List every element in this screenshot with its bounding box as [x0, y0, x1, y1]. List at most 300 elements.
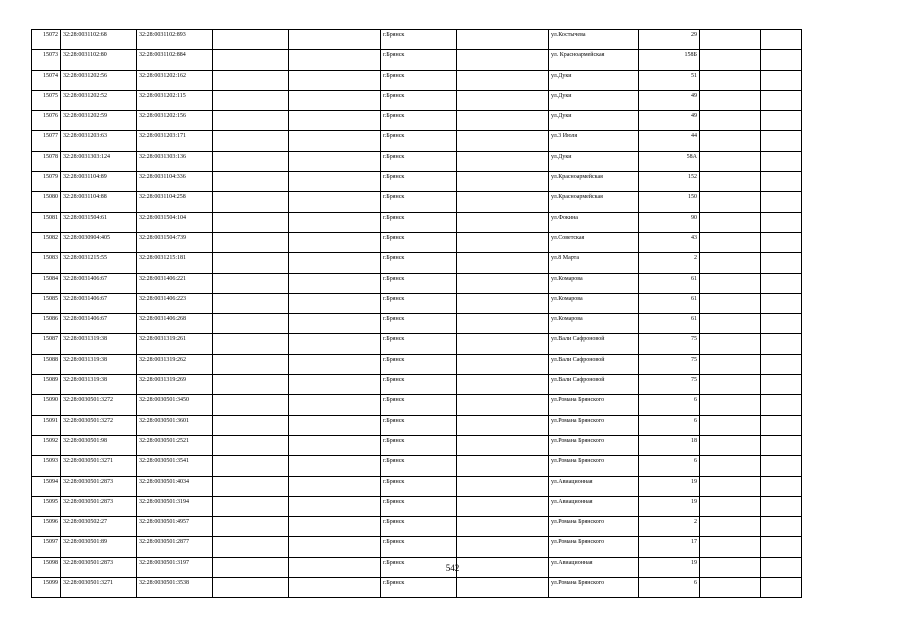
empty-cell: [761, 354, 802, 374]
street-cell: ул.Романа Брянского: [549, 578, 639, 598]
object-cadastral-number-cell: 32:28:0030501:3450: [137, 395, 213, 415]
empty-cell: [700, 476, 761, 496]
record-number-cell: 15073: [32, 50, 61, 70]
city-cell: г.Брянск: [381, 314, 457, 334]
empty-cell: [700, 111, 761, 131]
record-number-cell: 15082: [32, 232, 61, 252]
land-cadastral-number-cell: 32:28:0031202:56: [61, 70, 137, 90]
table-row: [32, 151, 802, 171]
table-row: [32, 314, 802, 334]
house-number-cell: 18: [639, 435, 700, 455]
empty-cell: [700, 578, 761, 598]
street-cell: ул.Дуки: [549, 111, 639, 131]
empty-cell: [213, 476, 289, 496]
empty-cell: [457, 435, 549, 455]
empty-cell: [761, 50, 802, 70]
street-cell: ул.Романа Брянского: [549, 517, 639, 537]
empty-cell: [761, 131, 802, 151]
empty-cell: [213, 151, 289, 171]
empty-cell: [289, 70, 381, 90]
street-cell: ул.Вали Сафроновой: [549, 354, 639, 374]
empty-cell: [700, 50, 761, 70]
empty-cell: [457, 192, 549, 212]
house-number-cell: 44: [639, 131, 700, 151]
street-cell: ул.Романа Брянского: [549, 456, 639, 476]
record-number-cell: 15085: [32, 293, 61, 313]
empty-cell: [761, 172, 802, 192]
empty-cell: [700, 334, 761, 354]
empty-cell: [289, 334, 381, 354]
empty-cell: [213, 131, 289, 151]
street-cell: ул.Романа Брянского: [549, 537, 639, 557]
table-row: [32, 111, 802, 131]
empty-cell: [213, 273, 289, 293]
table-row: [32, 354, 802, 374]
record-number-cell: 15087: [32, 334, 61, 354]
empty-cell: [457, 50, 549, 70]
table-row: [32, 192, 802, 212]
object-cadastral-number-cell: 32:28:0030501:4034: [137, 476, 213, 496]
object-cadastral-number-cell: 32:28:0031202:156: [137, 111, 213, 131]
record-number-cell: 15075: [32, 90, 61, 110]
table-row: [32, 90, 802, 110]
street-cell: ул.Советская: [549, 232, 639, 252]
street-cell: ул.Комарова: [549, 273, 639, 293]
empty-cell: [700, 151, 761, 171]
land-cadastral-number-cell: 32:28:0031406:67: [61, 273, 137, 293]
empty-cell: [289, 131, 381, 151]
empty-cell: [700, 273, 761, 293]
city-cell: г.Брянск: [381, 496, 457, 516]
table-row: [32, 375, 802, 395]
object-cadastral-number-cell: 32:28:0031102:893: [137, 30, 213, 50]
empty-cell: [289, 476, 381, 496]
empty-cell: [761, 537, 802, 557]
object-cadastral-number-cell: 32:28:0031406:223: [137, 293, 213, 313]
house-number-cell: 75: [639, 354, 700, 374]
empty-cell: [213, 456, 289, 476]
record-number-cell: 15093: [32, 456, 61, 476]
city-cell: г.Брянск: [381, 90, 457, 110]
empty-cell: [457, 273, 549, 293]
empty-cell: [700, 375, 761, 395]
land-cadastral-number-cell: 32:28:0031102:68: [61, 30, 137, 50]
registry-table-body: [32, 30, 802, 598]
table-row: [32, 70, 802, 90]
table-row: [32, 415, 802, 435]
empty-cell: [289, 273, 381, 293]
city-cell: г.Брянск: [381, 50, 457, 70]
table-row: [32, 232, 802, 252]
house-number-cell: 158Б: [639, 50, 700, 70]
city-cell: г.Брянск: [381, 578, 457, 598]
empty-cell: [457, 70, 549, 90]
record-number-cell: 15078: [32, 151, 61, 171]
object-cadastral-number-cell: 32:28:0031319:262: [137, 354, 213, 374]
empty-cell: [213, 50, 289, 70]
empty-cell: [700, 192, 761, 212]
city-cell: г.Брянск: [381, 476, 457, 496]
empty-cell: [761, 293, 802, 313]
house-number-cell: 58А: [639, 151, 700, 171]
empty-cell: [213, 314, 289, 334]
empty-cell: [289, 30, 381, 50]
empty-cell: [213, 537, 289, 557]
record-number-cell: 15080: [32, 192, 61, 212]
object-cadastral-number-cell: 32:28:0031406:268: [137, 314, 213, 334]
empty-cell: [761, 314, 802, 334]
record-number-cell: 15077: [32, 131, 61, 151]
house-number-cell: 6: [639, 395, 700, 415]
empty-cell: [289, 496, 381, 516]
house-number-cell: 6: [639, 415, 700, 435]
street-cell: ул.Дуки: [549, 151, 639, 171]
empty-cell: [761, 517, 802, 537]
empty-cell: [761, 334, 802, 354]
street-cell: ул.Авиационная: [549, 496, 639, 516]
empty-cell: [213, 334, 289, 354]
land-cadastral-number-cell: 32:28:0031303:124: [61, 151, 137, 171]
street-cell: ул.Дуки: [549, 90, 639, 110]
city-cell: г.Брянск: [381, 456, 457, 476]
empty-cell: [700, 456, 761, 476]
street-cell: ул.Романа Брянского: [549, 395, 639, 415]
land-cadastral-number-cell: 32:28:0030501:3271: [61, 578, 137, 598]
house-number-cell: 49: [639, 90, 700, 110]
object-cadastral-number-cell: 32:28:0030501:3541: [137, 456, 213, 476]
empty-cell: [700, 70, 761, 90]
empty-cell: [457, 172, 549, 192]
street-cell: ул.Романа Брянского: [549, 415, 639, 435]
house-number-cell: 152: [639, 172, 700, 192]
empty-cell: [761, 70, 802, 90]
empty-cell: [289, 314, 381, 334]
house-number-cell: 61: [639, 273, 700, 293]
land-cadastral-number-cell: 32:28:0031319:38: [61, 375, 137, 395]
street-cell: ул.Комарова: [549, 314, 639, 334]
object-cadastral-number-cell: 32:28:0031303:136: [137, 151, 213, 171]
land-cadastral-number-cell: 32:28:0030501:89: [61, 537, 137, 557]
street-cell: ул.Фокина: [549, 212, 639, 232]
city-cell: г.Брянск: [381, 293, 457, 313]
object-cadastral-number-cell: 32:28:0031102:884: [137, 50, 213, 70]
city-cell: г.Брянск: [381, 212, 457, 232]
house-number-cell: 43: [639, 232, 700, 252]
empty-cell: [457, 131, 549, 151]
empty-cell: [761, 30, 802, 50]
empty-cell: [457, 314, 549, 334]
record-number-cell: 15099: [32, 578, 61, 598]
empty-cell: [700, 415, 761, 435]
empty-cell: [761, 496, 802, 516]
empty-cell: [700, 395, 761, 415]
empty-cell: [213, 293, 289, 313]
land-cadastral-number-cell: 32:28:0030904:405: [61, 232, 137, 252]
object-cadastral-number-cell: 32:28:0031504:104: [137, 212, 213, 232]
record-number-cell: 15091: [32, 415, 61, 435]
city-cell: г.Брянск: [381, 273, 457, 293]
street-cell: ул.3 Июля: [549, 131, 639, 151]
table-row: [32, 537, 802, 557]
record-number-cell: 15088: [32, 354, 61, 374]
empty-cell: [289, 151, 381, 171]
empty-cell: [289, 212, 381, 232]
land-cadastral-number-cell: 32:28:0030502:27: [61, 517, 137, 537]
city-cell: г.Брянск: [381, 435, 457, 455]
land-cadastral-number-cell: 32:28:0030501:2873: [61, 496, 137, 516]
table-row: [32, 131, 802, 151]
empty-cell: [457, 537, 549, 557]
record-number-cell: 15089: [32, 375, 61, 395]
object-cadastral-number-cell: 32:28:0030501:3197: [137, 557, 213, 577]
empty-cell: [213, 30, 289, 50]
land-cadastral-number-cell: 32:28:0031319:38: [61, 354, 137, 374]
house-number-cell: 19: [639, 476, 700, 496]
city-cell: г.Брянск: [381, 395, 457, 415]
empty-cell: [289, 111, 381, 131]
city-cell: г.Брянск: [381, 517, 457, 537]
object-cadastral-number-cell: 32:28:0030501:3194: [137, 496, 213, 516]
empty-cell: [457, 111, 549, 131]
empty-cell: [457, 456, 549, 476]
record-number-cell: 15092: [32, 435, 61, 455]
empty-cell: [700, 172, 761, 192]
empty-cell: [761, 90, 802, 110]
table-row: [32, 273, 802, 293]
object-cadastral-number-cell: 32:28:0031215:181: [137, 253, 213, 273]
empty-cell: [213, 70, 289, 90]
empty-cell: [289, 90, 381, 110]
empty-cell: [289, 232, 381, 252]
empty-cell: [289, 375, 381, 395]
empty-cell: [289, 293, 381, 313]
object-cadastral-number-cell: 32:28:0030501:2877: [137, 537, 213, 557]
record-number-cell: 15081: [32, 212, 61, 232]
table-row: [32, 172, 802, 192]
table-row: [32, 578, 802, 598]
table-row: [32, 476, 802, 496]
land-cadastral-number-cell: 32:28:0031406:67: [61, 314, 137, 334]
house-number-cell: 2: [639, 517, 700, 537]
empty-cell: [761, 111, 802, 131]
object-cadastral-number-cell: 32:28:0031504:739: [137, 232, 213, 252]
house-number-cell: 90: [639, 212, 700, 232]
city-cell: г.Брянск: [381, 131, 457, 151]
empty-cell: [289, 253, 381, 273]
record-number-cell: 15072: [32, 30, 61, 50]
empty-cell: [700, 354, 761, 374]
house-number-cell: 17: [639, 537, 700, 557]
house-number-cell: 2: [639, 253, 700, 273]
object-cadastral-number-cell: 32:28:0031202:162: [137, 70, 213, 90]
city-cell: г.Брянск: [381, 334, 457, 354]
record-number-cell: 15095: [32, 496, 61, 516]
city-cell: г.Брянск: [381, 557, 457, 577]
record-number-cell: 15074: [32, 70, 61, 90]
city-cell: г.Брянск: [381, 375, 457, 395]
land-cadastral-number-cell: 32:28:0031215:55: [61, 253, 137, 273]
empty-cell: [761, 415, 802, 435]
city-cell: г.Брянск: [381, 232, 457, 252]
record-number-cell: 15083: [32, 253, 61, 273]
record-number-cell: 15098: [32, 557, 61, 577]
house-number-cell: 6: [639, 578, 700, 598]
empty-cell: [213, 435, 289, 455]
table-row: [32, 253, 802, 273]
record-number-cell: 15079: [32, 172, 61, 192]
city-cell: г.Брянск: [381, 172, 457, 192]
house-number-cell: 61: [639, 293, 700, 313]
empty-cell: [457, 496, 549, 516]
empty-cell: [289, 415, 381, 435]
city-cell: г.Брянск: [381, 111, 457, 131]
empty-cell: [213, 253, 289, 273]
house-number-cell: 6: [639, 456, 700, 476]
empty-cell: [457, 415, 549, 435]
empty-cell: [289, 172, 381, 192]
empty-cell: [457, 375, 549, 395]
empty-cell: [457, 476, 549, 496]
city-cell: г.Брянск: [381, 70, 457, 90]
street-cell: ул.Вали Сафроновой: [549, 375, 639, 395]
empty-cell: [213, 232, 289, 252]
empty-cell: [761, 456, 802, 476]
object-cadastral-number-cell: 32:28:0031202:115: [137, 90, 213, 110]
house-number-cell: 19: [639, 496, 700, 516]
empty-cell: [457, 293, 549, 313]
land-cadastral-number-cell: 32:28:0031102:80: [61, 50, 137, 70]
object-cadastral-number-cell: 32:28:0030501:3601: [137, 415, 213, 435]
object-cadastral-number-cell: 32:28:0031406:221: [137, 273, 213, 293]
city-cell: г.Брянск: [381, 151, 457, 171]
street-cell: ул.Дуки: [549, 70, 639, 90]
empty-cell: [700, 90, 761, 110]
house-number-cell: 61: [639, 314, 700, 334]
house-number-cell: 19: [639, 557, 700, 577]
empty-cell: [700, 253, 761, 273]
empty-cell: [700, 314, 761, 334]
empty-cell: [700, 517, 761, 537]
object-cadastral-number-cell: 32:28:0031104:258: [137, 192, 213, 212]
table-row: [32, 395, 802, 415]
page-number: 542: [445, 563, 460, 573]
empty-cell: [457, 578, 549, 598]
table-row: [32, 517, 802, 537]
table-row: [32, 293, 802, 313]
empty-cell: [289, 192, 381, 212]
land-cadastral-number-cell: 32:28:0031104:88: [61, 192, 137, 212]
land-cadastral-number-cell: 32:28:0030501:2873: [61, 557, 137, 577]
land-cadastral-number-cell: 32:28:0031203:63: [61, 131, 137, 151]
house-number-cell: 29: [639, 30, 700, 50]
city-cell: г.Брянск: [381, 354, 457, 374]
object-cadastral-number-cell: 32:28:0030501:4957: [137, 517, 213, 537]
object-cadastral-number-cell: 32:28:0031319:261: [137, 334, 213, 354]
empty-cell: [289, 517, 381, 537]
empty-cell: [761, 395, 802, 415]
object-cadastral-number-cell: 32:28:0031319:269: [137, 375, 213, 395]
empty-cell: [213, 517, 289, 537]
empty-cell: [457, 151, 549, 171]
table-row: [32, 334, 802, 354]
empty-cell: [213, 90, 289, 110]
house-number-cell: 75: [639, 375, 700, 395]
land-cadastral-number-cell: 32:28:0030501:3272: [61, 395, 137, 415]
object-cadastral-number-cell: 32:28:0031203:171: [137, 131, 213, 151]
object-cadastral-number-cell: 32:28:0030501:3538: [137, 578, 213, 598]
empty-cell: [213, 395, 289, 415]
record-number-cell: 15090: [32, 395, 61, 415]
empty-cell: [700, 435, 761, 455]
city-cell: г.Брянск: [381, 30, 457, 50]
empty-cell: [289, 395, 381, 415]
table-row: [32, 456, 802, 476]
house-number-cell: 75: [639, 334, 700, 354]
empty-cell: [761, 192, 802, 212]
empty-cell: [700, 232, 761, 252]
empty-cell: [213, 354, 289, 374]
street-cell: ул.Романа Брянского: [549, 435, 639, 455]
empty-cell: [700, 212, 761, 232]
street-cell: ул.Костычева: [549, 30, 639, 50]
empty-cell: [289, 50, 381, 70]
land-cadastral-number-cell: 32:28:0031406:67: [61, 293, 137, 313]
empty-cell: [213, 496, 289, 516]
empty-cell: [761, 253, 802, 273]
empty-cell: [213, 415, 289, 435]
empty-cell: [457, 30, 549, 50]
empty-cell: [213, 212, 289, 232]
empty-cell: [457, 517, 549, 537]
empty-cell: [213, 375, 289, 395]
empty-cell: [289, 578, 381, 598]
street-cell: ул.8 Марта: [549, 253, 639, 273]
object-cadastral-number-cell: 32:28:0030501:2521: [137, 435, 213, 455]
empty-cell: [761, 273, 802, 293]
table-row: [32, 435, 802, 455]
empty-cell: [761, 435, 802, 455]
empty-cell: [761, 212, 802, 232]
table-row: [32, 30, 802, 50]
empty-cell: [457, 212, 549, 232]
record-number-cell: 15094: [32, 476, 61, 496]
empty-cell: [761, 578, 802, 598]
empty-cell: [700, 537, 761, 557]
table-row: [32, 50, 802, 70]
record-number-cell: 15076: [32, 111, 61, 131]
empty-cell: [213, 111, 289, 131]
empty-cell: [457, 395, 549, 415]
empty-cell: [457, 253, 549, 273]
land-cadastral-number-cell: 32:28:0031202:59: [61, 111, 137, 131]
land-cadastral-number-cell: 32:28:0031202:52: [61, 90, 137, 110]
empty-cell: [700, 131, 761, 151]
land-cadastral-number-cell: 32:28:0031319:38: [61, 334, 137, 354]
empty-cell: [457, 232, 549, 252]
city-cell: г.Брянск: [381, 537, 457, 557]
empty-cell: [289, 456, 381, 476]
table-row: [32, 212, 802, 232]
city-cell: г.Брянск: [381, 192, 457, 212]
street-cell: ул. Красноармейская: [549, 50, 639, 70]
house-number-cell: 51: [639, 70, 700, 90]
house-number-cell: 150: [639, 192, 700, 212]
empty-cell: [761, 375, 802, 395]
street-cell: ул.Красноармейская: [549, 172, 639, 192]
street-cell: ул.Авиационная: [549, 476, 639, 496]
land-cadastral-number-cell: 32:28:0030501:3271: [61, 456, 137, 476]
record-number-cell: 15086: [32, 314, 61, 334]
